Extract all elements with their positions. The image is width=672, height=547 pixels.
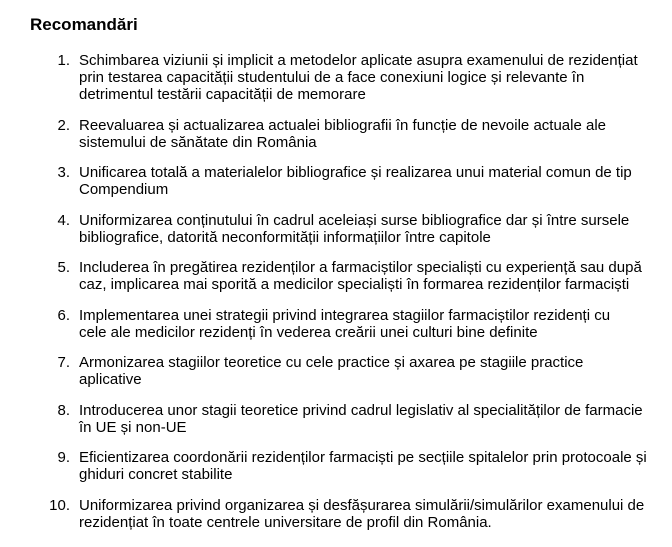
item-number: 5. [57,259,70,276]
item-number: 3. [57,164,70,181]
item-text-line: caz, implicarea mai sporită a medicilor specialiști în formarea rezidenților farmaciști [79,276,630,293]
item-text-line: Uniformizarea conținutului în cadrul aceleiași surse bibliografice dar și între sursele [79,211,630,229]
item-text-line: detrimentul testării capacității de memorare [79,86,366,103]
item-number: 9. [57,449,70,466]
item-number: 7. [57,354,70,371]
item-number: 4. [57,211,70,229]
item-text [79,307,649,341]
item-text-line: Armonizarea stagiilor teoretice cu cele practice și axarea pe stagiile practice [79,354,584,371]
item-text [79,354,649,388]
list-item [0,259,672,307]
list-item [0,449,672,497]
item-text-line: Unificarea totală a materialelor bibliografice și realizarea unui material comun de tip [79,164,632,181]
item-number: 8. [57,401,70,419]
item-text-line: prin testarea capacității studentului de a face conexiuni logice și relevante în [79,69,585,86]
item-text-line: Reevaluarea și actualizarea actualei bibliografii în funcție de nevoile actuale ale [79,116,606,134]
item-text [79,117,649,151]
list-item [0,402,672,450]
item-text [79,52,649,103]
item-text [79,164,649,198]
item-text [79,212,649,246]
item-text-line: Uniformizarea privind organizarea și desfășurarea simulării/simulărilor examenului de [79,496,645,514]
item-number: 2. [57,116,70,134]
item-text-line: rezidențiat în toate centrele universitare de profil din România. [79,513,492,531]
item-text [79,259,649,293]
list-item [0,52,672,103]
item-text-line: bibliografice, datorită neconformității informațiilor între capitole [79,228,491,246]
item-text [79,402,649,436]
item-text [79,497,649,531]
item-text [79,449,649,483]
item-text-line: sistemului de sănătate din România [79,133,317,151]
item-number: 1. [57,52,70,69]
item-text-line: Implementarea unei strategii privind integrarea stagiilor farmaciștilor rezidenți cu [79,306,611,324]
item-text-line: Eficientizarea coordonării rezidenților farmaciști pe secțiile spitalelor prin protocoale și [79,449,647,466]
item-text-line: Includerea în pregătirea rezidenților a farmaciștilor specialiști cu experiență sau după [79,259,642,276]
list-item [0,164,672,212]
item-text-line: Schimbarea viziunii și implicit a metodelor aplicate asupra examenului de rezidențiat [79,52,638,69]
item-number: 6. [57,306,70,324]
recommendations-list [0,52,672,544]
item-text-line: ghiduri concret stabilite [79,466,233,483]
item-number: 10. [49,496,70,514]
section-heading: Recomandări [30,15,138,34]
item-text-line: cele ale medicilor rezidenți în vederea creării unei culturi bine definite [79,323,538,341]
item-text-line: aplicative [79,371,142,388]
item-text-line: Compendium [79,181,169,198]
list-item [0,307,672,355]
list-item [0,212,672,260]
list-item [0,354,672,402]
list-item [0,117,672,165]
item-text-line: în UE și non-UE [79,418,187,436]
item-text-line: Introducerea unor stagii teoretice privind cadrul legislativ al specialităților de farmacie [79,401,643,419]
list-item [0,497,672,545]
